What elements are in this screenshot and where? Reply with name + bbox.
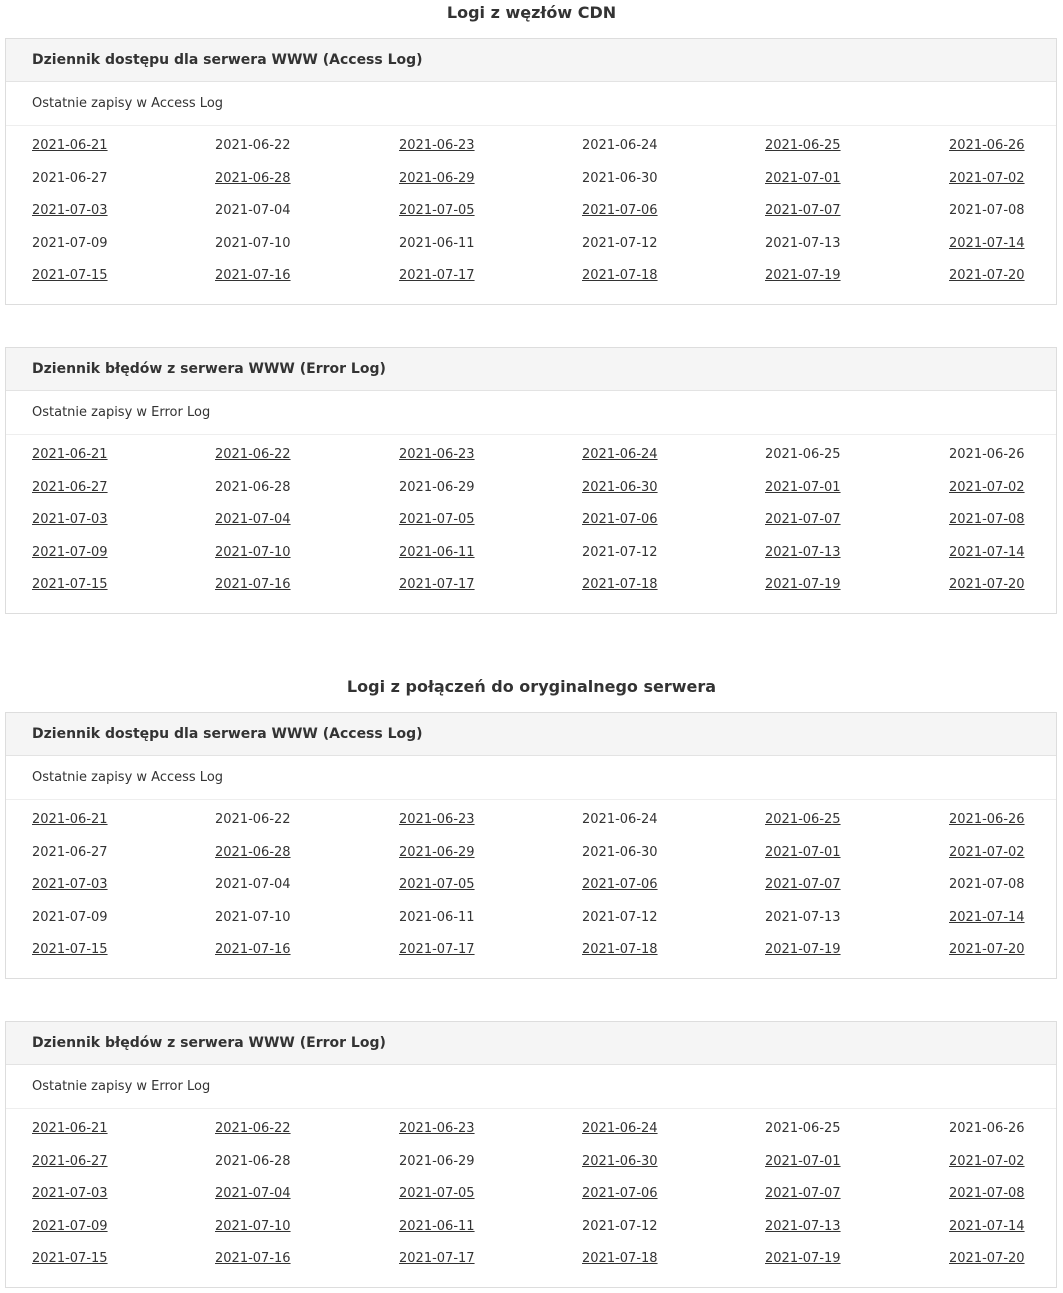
date-text: 2021-07-09 [32, 235, 108, 251]
date-link[interactable]: 2021-07-19 [765, 1251, 841, 1266]
date-link[interactable]: 2021-07-19 [765, 577, 841, 592]
date-link[interactable]: 2021-07-06 [582, 1186, 658, 1201]
section-title-origin: Logi z połączeń do oryginalnego serwera [346, 677, 717, 696]
panel-subheading: Ostatnie zapisy w Access Log [6, 82, 1056, 126]
date-text: 2021-07-13 [765, 235, 841, 251]
date-link[interactable]: 2021-07-04 [215, 1186, 291, 1201]
error-log-panel-cdn [5, 347, 1057, 614]
date-link[interactable]: 2021-06-26 [949, 812, 1025, 827]
date-link[interactable]: 2021-07-09 [32, 1218, 108, 1234]
date-link[interactable]: 2021-07-07 [765, 203, 841, 218]
date-link[interactable]: 2021-07-20 [949, 268, 1025, 283]
date-link[interactable]: 2021-07-08 [949, 512, 1025, 527]
date-link[interactable]: 2021-06-21 [32, 1121, 108, 1136]
date-link[interactable]: 2021-06-25 [765, 138, 841, 153]
date-text: 2021-06-11 [399, 235, 475, 251]
date-text: 2021-07-04 [215, 877, 291, 892]
panel-subheading: Ostatnie zapisy w Access Log [6, 756, 1056, 800]
date-text: 2021-07-12 [582, 909, 658, 925]
date-link[interactable]: 2021-07-19 [765, 942, 841, 957]
date-link[interactable]: 2021-07-08 [949, 1186, 1025, 1201]
date-link[interactable]: 2021-07-03 [32, 512, 108, 527]
panel-subheading: Ostatnie zapisy w Error Log [6, 391, 1056, 435]
date-link[interactable]: 2021-07-16 [215, 1251, 291, 1266]
date-link[interactable]: 2021-07-02 [949, 844, 1025, 860]
date-link[interactable]: 2021-06-24 [582, 1121, 658, 1136]
error-log-panel-origin [5, 1021, 1057, 1288]
date-link[interactable]: 2021-07-06 [582, 877, 658, 892]
date-link[interactable]: 2021-06-28 [215, 844, 291, 860]
date-text: 2021-06-25 [765, 1121, 841, 1136]
date-text: 2021-07-09 [32, 909, 108, 925]
date-link[interactable]: 2021-07-18 [582, 268, 658, 283]
date-link[interactable]: 2021-07-14 [949, 235, 1025, 251]
date-text: 2021-06-28 [215, 1153, 291, 1169]
date-text: 2021-06-22 [215, 812, 291, 827]
date-link[interactable]: 2021-07-18 [582, 1251, 658, 1266]
date-text: 2021-06-30 [582, 170, 658, 186]
date-link[interactable]: 2021-07-10 [215, 1218, 291, 1234]
date-link[interactable]: 2021-06-23 [399, 138, 475, 153]
date-text: 2021-06-29 [399, 479, 475, 495]
access-log-panel-cdn [5, 38, 1057, 305]
date-link[interactable]: 2021-07-17 [399, 942, 475, 957]
date-link[interactable]: 2021-06-11 [399, 1218, 475, 1234]
date-text: 2021-06-30 [582, 844, 658, 860]
date-link[interactable]: 2021-07-17 [399, 577, 475, 592]
date-link[interactable]: 2021-07-15 [32, 1251, 108, 1266]
date-link[interactable]: 2021-07-05 [399, 512, 475, 527]
date-link[interactable]: 2021-07-16 [215, 577, 291, 592]
date-link[interactable]: 2021-07-07 [765, 1186, 841, 1201]
date-link[interactable]: 2021-07-20 [949, 577, 1025, 592]
date-link[interactable]: 2021-07-13 [765, 1218, 841, 1234]
date-link[interactable]: 2021-06-26 [949, 138, 1025, 153]
date-link[interactable]: 2021-07-02 [949, 1153, 1025, 1169]
date-link[interactable]: 2021-07-01 [765, 479, 841, 495]
date-text: 2021-07-10 [215, 909, 291, 925]
date-link[interactable]: 2021-07-01 [765, 1153, 841, 1169]
date-link[interactable]: 2021-07-16 [215, 942, 291, 957]
date-link[interactable]: 2021-07-06 [582, 512, 658, 527]
panel-heading: Dziennik dostępu dla serwera WWW (Access Log) [6, 713, 1056, 756]
date-link[interactable]: 2021-07-03 [32, 1186, 108, 1201]
date-link[interactable]: 2021-07-19 [765, 268, 841, 283]
date-link[interactable]: 2021-06-23 [399, 812, 475, 827]
panel-subheading: Ostatnie zapisy w Error Log [6, 1065, 1056, 1109]
date-link[interactable]: 2021-06-22 [215, 1121, 291, 1136]
date-link[interactable]: 2021-07-07 [765, 512, 841, 527]
date-link[interactable]: 2021-07-14 [949, 909, 1025, 925]
date-link[interactable]: 2021-06-30 [582, 479, 658, 495]
access-log-panel-origin [5, 712, 1057, 979]
date-text: 2021-06-11 [399, 909, 475, 925]
date-link[interactable]: 2021-06-29 [399, 170, 475, 186]
section-title-cdn: Logi z węzłów CDN [446, 3, 617, 22]
date-link[interactable]: 2021-06-25 [765, 812, 841, 827]
date-link[interactable]: 2021-07-05 [399, 203, 475, 218]
date-link[interactable]: 2021-06-23 [399, 1121, 475, 1136]
date-link[interactable]: 2021-06-21 [32, 812, 108, 827]
date-text: 2021-07-08 [949, 877, 1025, 892]
date-text: 2021-07-12 [582, 1218, 658, 1234]
date-link[interactable]: 2021-07-10 [215, 544, 291, 560]
date-link[interactable]: 2021-06-23 [399, 447, 475, 462]
date-link[interactable]: 2021-06-21 [32, 447, 108, 462]
date-link[interactable]: 2021-06-24 [582, 447, 658, 462]
date-text: 2021-06-26 [949, 1121, 1025, 1136]
date-link[interactable]: 2021-07-07 [765, 877, 841, 892]
date-text: 2021-07-10 [215, 235, 291, 251]
panel-heading: Dziennik dostępu dla serwera WWW (Access Log) [6, 39, 1056, 82]
date-link[interactable]: 2021-06-28 [215, 170, 291, 186]
date-link[interactable]: 2021-07-14 [949, 544, 1025, 560]
date-link[interactable]: 2021-07-20 [949, 1251, 1025, 1266]
date-link[interactable]: 2021-07-03 [32, 877, 108, 892]
date-link[interactable]: 2021-07-13 [765, 544, 841, 560]
date-link[interactable]: 2021-07-15 [32, 268, 108, 283]
date-text: 2021-07-12 [582, 235, 658, 251]
date-link[interactable]: 2021-06-27 [32, 479, 108, 495]
date-text: 2021-06-27 [32, 844, 108, 860]
date-text: 2021-07-13 [765, 909, 841, 925]
date-text: 2021-07-12 [582, 544, 658, 560]
date-link[interactable]: 2021-07-02 [949, 170, 1025, 186]
date-link[interactable]: 2021-07-04 [215, 512, 291, 527]
date-text: 2021-06-27 [32, 170, 108, 186]
date-link[interactable]: 2021-07-20 [949, 942, 1025, 957]
panel-heading: Dziennik błędów z serwera WWW (Error Log) [6, 348, 1056, 391]
date-text: 2021-06-29 [399, 1153, 475, 1169]
date-link[interactable]: 2021-07-14 [949, 1218, 1025, 1234]
date-link[interactable]: 2021-07-09 [32, 544, 108, 560]
date-link[interactable]: 2021-07-06 [582, 203, 658, 218]
date-text: 2021-06-24 [582, 812, 658, 827]
date-link[interactable]: 2021-07-02 [949, 479, 1025, 495]
date-text: 2021-07-04 [215, 203, 291, 218]
date-link[interactable]: 2021-07-16 [215, 268, 291, 283]
date-link[interactable]: 2021-07-05 [399, 877, 475, 892]
date-link[interactable]: 2021-06-29 [399, 844, 475, 860]
date-text: 2021-06-26 [949, 447, 1025, 462]
date-text: 2021-06-28 [215, 479, 291, 495]
date-link[interactable]: 2021-07-01 [765, 844, 841, 860]
date-link[interactable]: 2021-06-21 [32, 138, 108, 153]
date-text: 2021-07-08 [949, 203, 1025, 218]
date-link[interactable]: 2021-06-22 [215, 447, 291, 462]
date-link[interactable]: 2021-07-01 [765, 170, 841, 186]
date-link[interactable]: 2021-07-18 [582, 942, 658, 957]
date-link[interactable]: 2021-07-17 [399, 1251, 475, 1266]
date-link[interactable]: 2021-07-03 [32, 203, 108, 218]
date-link[interactable]: 2021-06-11 [399, 544, 475, 560]
date-link[interactable]: 2021-07-05 [399, 1186, 475, 1201]
date-link[interactable]: 2021-07-15 [32, 577, 108, 592]
date-link[interactable]: 2021-06-27 [32, 1153, 108, 1169]
date-link[interactable]: 2021-07-18 [582, 577, 658, 592]
date-text: 2021-06-24 [582, 138, 658, 153]
date-link[interactable]: 2021-06-30 [582, 1153, 658, 1169]
date-link[interactable]: 2021-07-15 [32, 942, 108, 957]
date-link[interactable]: 2021-07-17 [399, 268, 475, 283]
panel-heading: Dziennik błędów z serwera WWW (Error Log) [6, 1022, 1056, 1065]
date-text: 2021-06-25 [765, 447, 841, 462]
date-text: 2021-06-22 [215, 138, 291, 153]
